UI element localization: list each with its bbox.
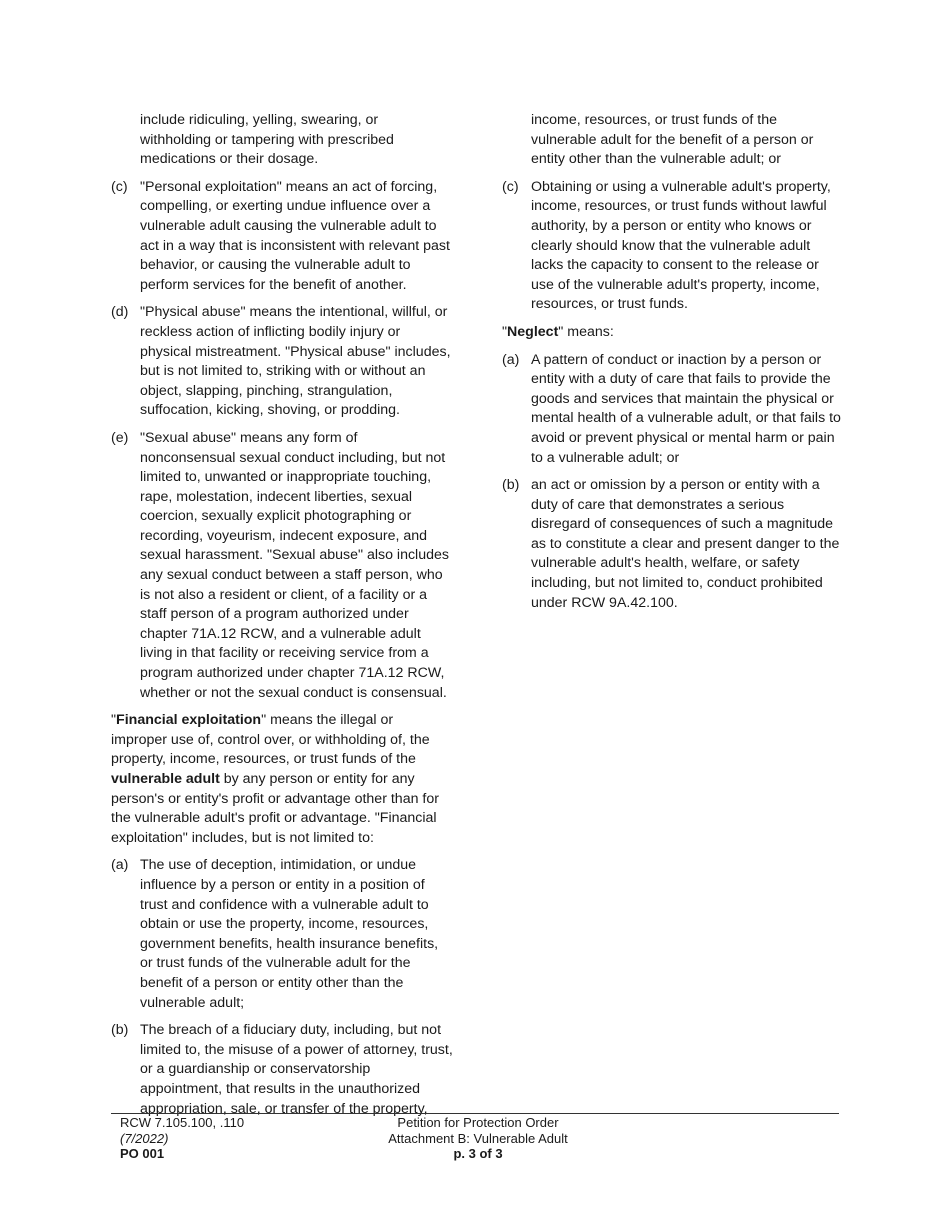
footer-form-number: PO 001: [120, 1146, 165, 1161]
neglect-item: [502, 351, 842, 469]
footer-rcw: RCW 7.105.100, .110: [120, 1115, 245, 1130]
item-text: "Personal exploitation" means an act of forcing, compelling, or exerting undue influence over a vulnerable adult causing the vulnerable adult to act in a way that is inconsistent with relevant past behavior, or causing the vulnerable adult to perform services for the benefit of another.: [140, 178, 450, 293]
continued-paragraph: income, resources, or trust funds of the vulnerable adult for the benefit of a person or entity other than the vulnerable adult; or: [531, 112, 814, 168]
item-text: The use of deception, intimidation, or undue influence by a person or entity in a position of trust and confidence with a vulnerable adult to obtain or use the property, income, resources, government benefits, health insurance benefits, or trust funds of the vulnerable adult for the benefit of a person or entity other than the vulnerable adult;: [140, 857, 439, 1011]
financial-exploitation-definition: "Financial exploitation" means the illegal or improper use of, control over, or withholding of, the property, income, resources, or trust funds of the vulnerable adult by any person or entity for any person's or entity's profit or advantage other than for the vulnerable adult's profit or advantage. "Financial exploitation" includes, but is not limited to:: [111, 712, 439, 846]
item-text: "Sexual abuse" means any form of nonconsensual sexual conduct including, but not limited to, unwanted or inappropriate touching, rape, molestation, indecent liberties, sexual coercion, sexually explicit photographing or recording, voyeurism, indecent exposure, and sexual harassment. "Sexual abuse" also includes any sexual conduct between a staff person, who is not also a resident or client, of a facility or a staff person of a program authorized under chapter 71A.12 RCW, and a vulnerable adult living in that facility or receiving service from a program authorized under chapter 71A.12 RCW, whether or not the sexual conduct is consensual.: [140, 429, 449, 701]
item-text: an act or omission by a person or entity with a duty of care that demonstrates a serious disregard of consequences of such a magnitude as to constitute a clear and present danger to the vulnerable adult's health, welfare, or safety including, but not limited to, conduct prohibited under RCW 9A.42.100.: [531, 477, 840, 611]
right-column: [502, 111, 842, 621]
footer-title: Petition for Protection Order: [397, 1115, 559, 1130]
footer-left: [120, 1115, 320, 1162]
item-label: (c): [111, 178, 128, 195]
item-label: (e): [111, 429, 129, 446]
financial-item: [111, 1021, 453, 1119]
financial-item: [502, 178, 842, 315]
neglect-item: [502, 476, 842, 613]
item-label: (a): [111, 857, 129, 874]
footer-subtitle: Attachment B: Vulnerable Adult: [388, 1130, 568, 1146]
definition-item: [111, 178, 453, 296]
definition-item: [111, 303, 453, 421]
item-text: "Physical abuse" means the intentional, willful, or reckless action of inflicting bodily injury or physical mistreatment. "Physical abuse" includes, but is not limited to, striking with or without an object, slapping, pinching, strangulation, suffocation, kicking, shoving, or prodding.: [140, 304, 451, 419]
footer-page-number: p. 3 of 3: [453, 1146, 503, 1161]
definition-item: [111, 429, 453, 703]
left-column: [111, 111, 453, 1127]
neglect-definition: "Neglect" means:: [502, 323, 614, 340]
item-text: The breach of a fiduciary duty, including, but not limited to, the misuse of a power of attorney, trust, or a guardianship or conservatorship appointment, that results in the unauthorized appropriation, sale, or transfer of the property,: [140, 1022, 453, 1117]
term-vulnerable-adult: vulnerable adult: [111, 771, 220, 787]
item-label: (a): [502, 351, 520, 368]
item-label: (b): [502, 477, 520, 494]
continued-paragraph: include ridiculing, yelling, swearing, or withholding or tampering with prescribed medications or their dosage.: [140, 112, 394, 168]
financial-item: [111, 856, 453, 1013]
term-financial-exploitation: Financial exploitation: [116, 712, 262, 729]
item-label: (d): [111, 304, 129, 321]
item-label: (b): [111, 1022, 129, 1039]
footer-center: [328, 1115, 628, 1162]
term-neglect: Neglect: [507, 323, 559, 340]
item-text: Obtaining or using a vulnerable adult's property, income, resources, or trust funds without lawful authority, by a person or entity who knows or clearly should know that the vulnerable adult lacks the capacity to consent to the release or use of the vulnerable adult's property, income, resources, or trust funds.: [531, 178, 831, 313]
footer-divider: [111, 1113, 839, 1114]
item-text: A pattern of conduct or inaction by a person or entity with a duty of care that fails to provide the goods and services that maintain the physical or mental health of a vulnerable adult, or that fails to avoid or prevent physical or mental harm or pain to a vulnerable adult; or: [531, 351, 841, 466]
footer-date: (7/2022): [120, 1130, 169, 1146]
item-label: (c): [502, 178, 519, 195]
